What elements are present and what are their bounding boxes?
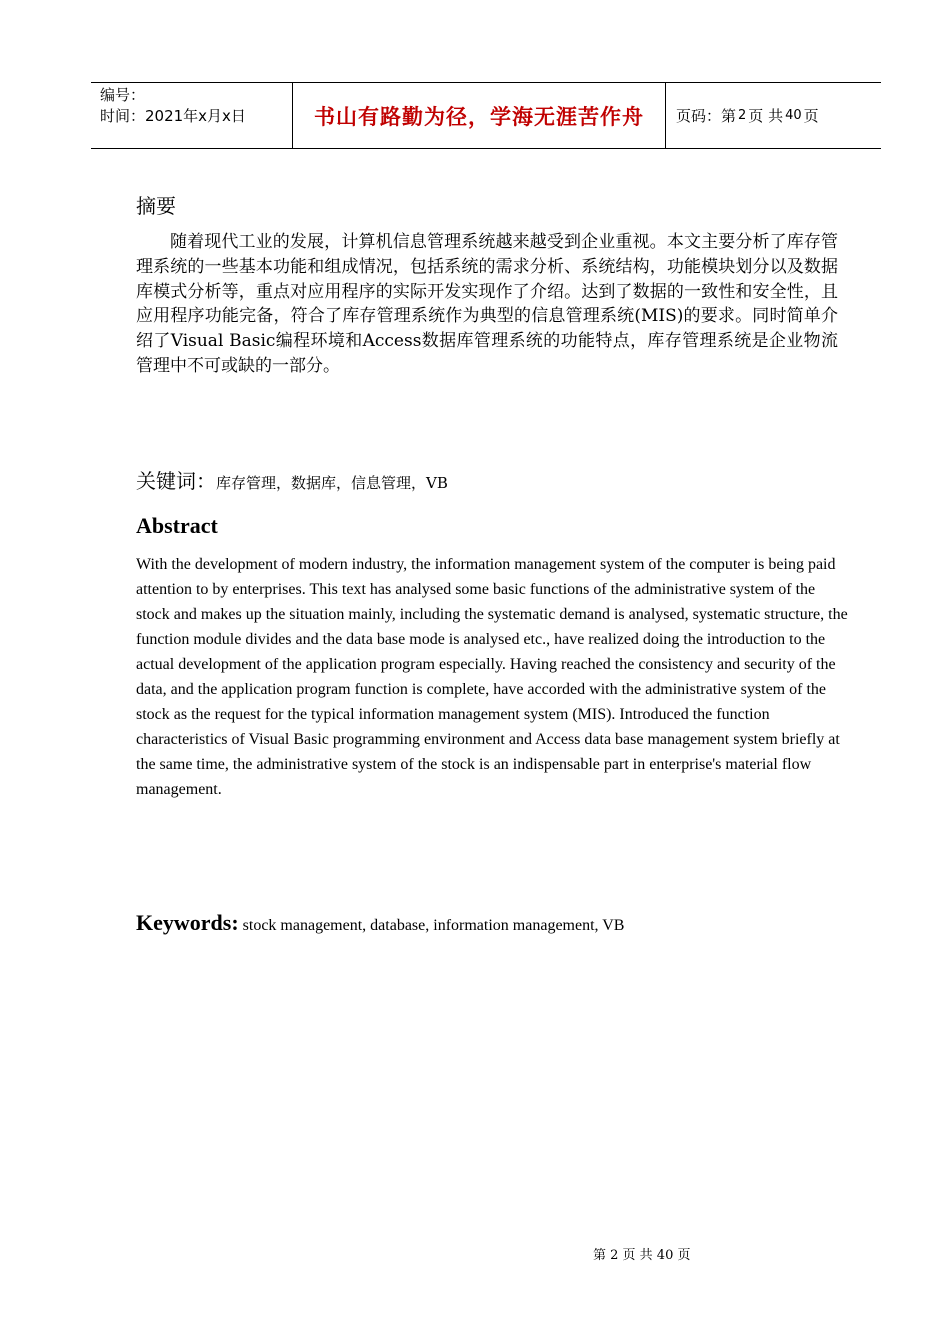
keywords-cn-label: 关键词： <box>136 469 216 493</box>
abstract-en-title: Abstract <box>136 513 218 538</box>
page-total: 40 <box>785 108 802 123</box>
header-page-info <box>666 83 881 148</box>
page-current: 2 <box>738 108 747 123</box>
page-mid: 页 共 <box>748 107 784 125</box>
abstract-cn-body: 随着现代工业的发展，计算机信息管理系统越来越受到企业重视。本文主要分析了库存管理系统的一些基本功能和组成情况，包括系统的需求分析、系统结构，功能模块划分以及数据库模式分析等，重点对应用程序的实际开发实现作了介绍。达到了数据的一致性和安全性，且应用程序功能完备，符合了库存管理系统作为典型的信息管理系统(MIS)的要求。同时简单介绍了Visual Basic编程环境和Access数据库管理系统的功能特点，库存管理系统是企业物流管理中不可或缺的一部分。 <box>136 232 838 376</box>
keywords-en <box>136 910 624 936</box>
document-number-label: 编号： <box>100 86 146 104</box>
abstract-cn-title: 摘要 <box>136 194 176 218</box>
keywords-cn-text: 库存管理，数据库，信息管理，VB <box>216 474 448 492</box>
header-table <box>91 82 881 149</box>
keywords-cn <box>136 465 448 494</box>
keywords-en-label: Keywords: <box>136 910 239 935</box>
header-meta-cell <box>91 83 293 148</box>
header-motto: 书山有路勤为径，学海无涯苦作舟 <box>293 83 666 148</box>
page-prefix: 页码：第 <box>676 107 737 125</box>
document-time-label: 时间：2021年x月x日 <box>100 107 246 125</box>
page-footer: 第 2 页 共 40 页 <box>593 1248 691 1263</box>
page-suffix: 页 <box>803 107 819 125</box>
keywords-en-text: stock management, database, information management, VB <box>242 917 625 934</box>
abstract-en-body: With the development of modern industry, the information management system of the computer is being paid attention to by enterprises. This text has analysed some basic functions of the administrative system of the stock and makes up the situation mainly, including the systematic demand is analysed, systematic structure, the function module divides and the data base mode is analysed etc., have realized doing the introduction to the actual development of the application program especially. Having reached the consistency and security of the data, and the application program function is complete, have accorded with the administrative system of the stock as the request for the typical information management system (MIS). Introduced the function characteristics of Visual Basic programming environment and Access data base management system briefly at the same time, the administrative system of the stock is an indispensable part in enterprise's material flow management. <box>136 556 848 798</box>
